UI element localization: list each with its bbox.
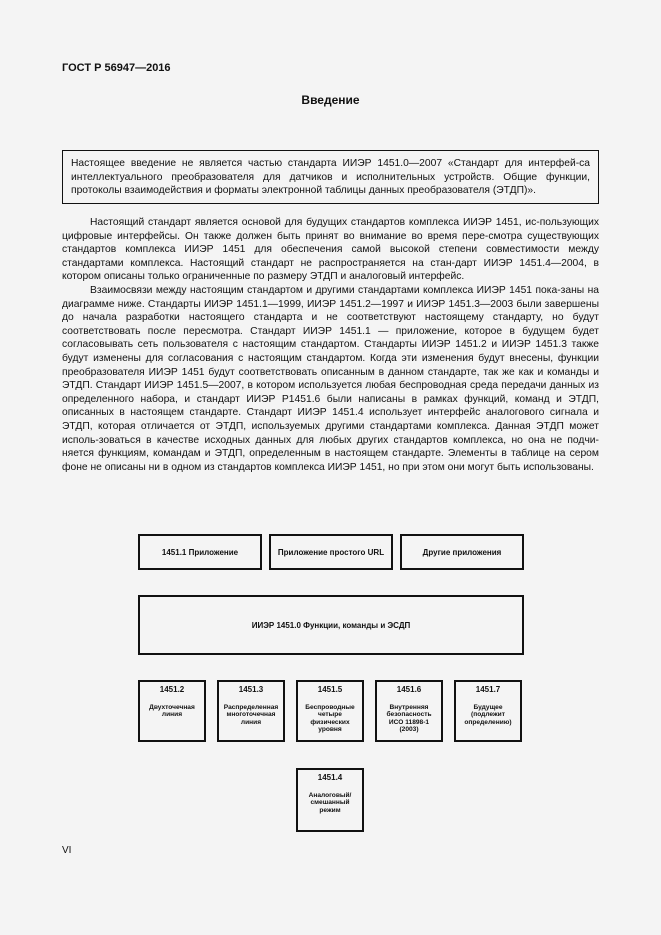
- box-text: Будущее (подлежит определению): [464, 703, 512, 726]
- box-number: 1451.4: [317, 773, 343, 782]
- diagram-box-1451-4: [296, 768, 364, 832]
- page-number: VI: [62, 845, 72, 856]
- paragraph-1: Настоящий стандарт является основой для будущих стандартов комплекса ИИЭР 1451, ис-пользующих цифровые интерфейсы. Он также должен быть принят во внимание во время пере-смотра существующих стандартов комплекса ИИЭР 1451 для обеспечения самой высокой степени совместимости между стандартами комплекса. Настоящий стандарт не распространяется на стан-дарт ИИЭР 1451.4—2004, в котором описаны только ограниченные по размеру ЭТДП и аналоговый интерфейс.: [62, 217, 599, 283]
- diagram-box-1451-2: [138, 680, 206, 742]
- diagram-box-1451-6: [375, 680, 443, 742]
- box-number: 1451.6: [396, 685, 422, 694]
- diagram-box-other-apps: Другие приложения: [400, 534, 524, 570]
- diagram-box-1451-5: [296, 680, 364, 742]
- diagram-box-url-app: Приложение простого URL: [269, 534, 393, 570]
- box-text: Двухточечная линия: [149, 703, 195, 719]
- body-text: [62, 216, 599, 474]
- box-number: 1451.2: [159, 685, 185, 694]
- diagram-box-1451-7: [454, 680, 522, 742]
- diagram-box-app-1451-1: 1451.1 Приложение: [138, 534, 262, 570]
- box-text: Аналоговый/ смешанный режим: [308, 791, 352, 814]
- box-number: 1451.7: [475, 685, 501, 694]
- document-header: ГОСТ Р 56947—2016: [62, 62, 171, 74]
- box-text: Беспроводные четыре физических уровня: [305, 703, 355, 734]
- section-title: Введение: [301, 93, 360, 107]
- box-number: 1451.3: [238, 685, 264, 694]
- diagram-box-1451-0: ИИЭР 1451.0 Функции, команды и ЭСДП: [138, 595, 524, 655]
- diagram-box-1451-3: [217, 680, 285, 742]
- paragraph-2: Взаимосвязи между настоящим стандартом и другими стандартами комплекса ИИЭР 1451 пока-заны на диаграмме ниже. Стандарты ИИЭР 1451.1—1999, ИИЭР 1451.2—1997 и ИИЭР 1451.3—2003 были завершены до начала разработки настоящего стандарта и не соответствуют настоящему стандарту, но будут соответствовать после пересмотра. Стандарт ИИЭР 1451.1 — приложение, которое в будущем будет согласовывать сеть пользователя с настоящим стандартом. Стандарты ИИЭР 1451.2 и ИИЭР 1451.3 также будут изменены для согласования с настоящим стандартом. Когда эти изменения будут внесены, функции преобразователя ИИЭР 1451 будут соответствовать описанным в данном стандарте, так же как и команды и ЭТДП. Стандарт ИИЭР 1451.5—2007, в котором используется любая беспроводная среда передачи данных из определенного набора, и стандарт ИИЭР Р1451.6 были написаны в рамках функций, команд и ЭТДП, описанных в настоящем стандарте. Стандарт ИИЭР 1451.4 использует интерфейс аналогового сигнала и ЭТДП, которая отличается от ЭТДП, используемых другими стандартами комплекса. Данная ЭТДП может исполь-зоваться в качестве исходных данных для любых других стандартов комплекса, но она не подчи-няется функциям, командам и ЭТДП, определенным в настоящем стандарте. Элементы в таблице на сером фоне не описаны ни в одном из стандартов комплекса ИИЭР 1451, но при этом они могут быть использованы.: [62, 284, 599, 473]
- box-text: Распределенная многоточечная линия: [223, 703, 279, 726]
- box-number: 1451.5: [317, 685, 343, 694]
- box-text: Внутренняя безопасность ИСО 11898-1 (2003): [386, 703, 432, 734]
- intro-note-box: Настоящее введение не является частью стандарта ИИЭР 1451.0—2007 «Стандарт для интерфей-са интеллектуального преобразователя для датчиков и исполнительных устройств. Общие функции, протоколы взаимодействия и форматы электронной таблицы данных преобразователя (ЭТДП)».: [62, 150, 599, 204]
